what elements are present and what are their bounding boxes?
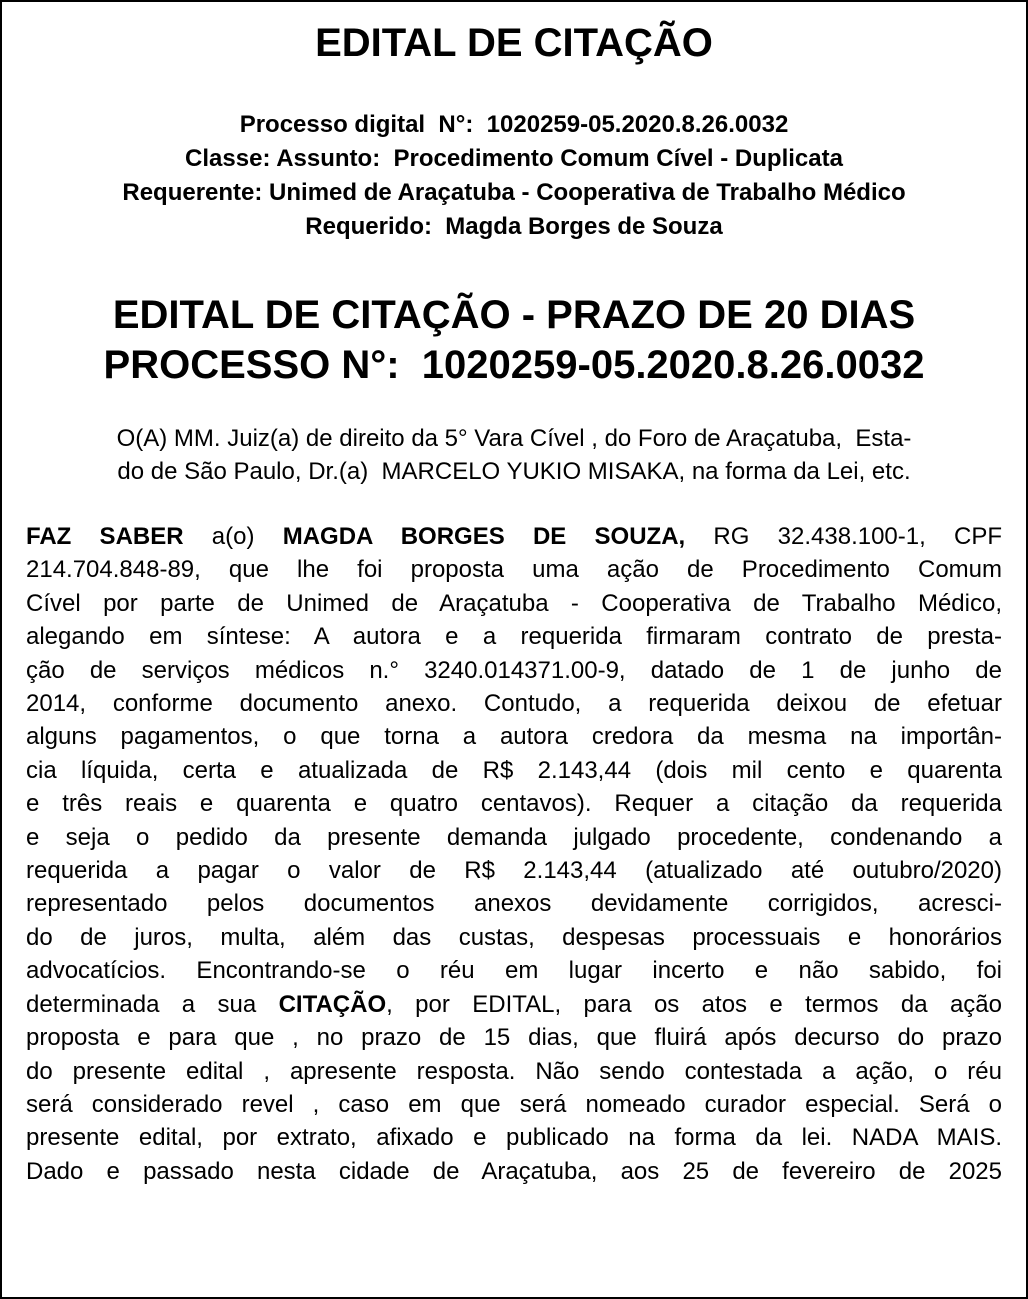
faz-saber-label: FAZ SABER — [26, 523, 184, 550]
body-line: advocatícios. Encontrando-se o réu em lugar incerto e não sabido, foi — [26, 957, 1002, 985]
process-number: Processo digital N°: 1020259-05.2020.8.26.0032 — [239, 111, 789, 138]
edital-subtitle — [26, 290, 1002, 390]
body-fragment: , por EDITAL, para os atos e termos da ação — [386, 990, 1002, 1018]
body-fragment: RG 32.438.100-1, CPF — [685, 523, 1003, 550]
judge-intro — [26, 422, 1002, 488]
body-line: do de juros, multa, além das custas, despesas processuais e honorários — [26, 923, 1002, 951]
body-line: alegando em síntese: A autora e a requerida firmaram contrato de presta- — [26, 623, 1002, 651]
subtitle-deadline: EDITAL DE CITAÇÃO - PRAZO DE 20 DIAS — [112, 293, 916, 337]
body-line: requerida a pagar o valor de R$ 2.143,44 (atualizado até outubro/2020) — [26, 857, 1002, 885]
body-line: presente edital, por extrato, afixado e publicado na forma da lei. NADA MAIS. — [26, 1124, 1002, 1152]
document-title: EDITAL DE CITAÇÃO — [315, 21, 713, 65]
subtitle-process: PROCESSO N°: 1020259-05.2020.8.26.0032 — [103, 343, 925, 387]
process-plaintiff: Requerente: Unimed de Araçatuba - Cooperativa de Trabalho Médico — [122, 179, 906, 206]
body-line: e seja o pedido da presente demanda julgado procedente, condenando a — [26, 823, 1002, 851]
process-header — [26, 108, 1002, 244]
body-line: ção de serviços médicos n.° 3240.014371.00-9, datado de 1 de junho de — [26, 656, 1002, 684]
body-line: alguns pagamentos, o que torna a autora credora da mesma na importân- — [26, 723, 1002, 751]
intro-line: do de São Paulo, Dr.(a) MARCELO YUKIO MISAKA, na forma da Lei, etc. — [117, 458, 911, 485]
edital-body — [26, 520, 1002, 1188]
body-line: e três reais e quarenta e quatro centavos). Requer a citação da requerida — [26, 790, 1002, 818]
body-line: 214.704.848-89, que lhe foi proposta uma ação de Procedimento Comum — [26, 556, 1002, 584]
body-line-dated: Dado e passado nesta cidade de Araçatuba, aos 25 de fevereiro de 2025 — [26, 1157, 1002, 1185]
process-defendant: Requerido: Magda Borges de Souza — [305, 213, 723, 240]
defendant-name: MAGDA BORGES DE SOUZA, — [282, 523, 686, 550]
citacao-label: CITAÇÃO — [278, 990, 387, 1018]
body-line: representado pelos documentos anexos devidamente corrigidos, acresci- — [26, 890, 1002, 918]
process-class: Classe: Assunto: Procedimento Comum Cível - Duplicata — [185, 145, 843, 172]
body-line: proposta e para que , no prazo de 15 dias, que fluirá após decurso do prazo — [26, 1024, 1002, 1052]
body-line — [26, 520, 1002, 553]
body-line: 2014, conforme documento anexo. Contudo, a requerida deixou de efetuar — [26, 690, 1002, 718]
body-line — [26, 988, 1002, 1021]
body-line: do presente edital , apresente resposta. Não sendo contestada a ação, o réu — [26, 1057, 1002, 1085]
intro-line: O(A) MM. Juiz(a) de direito da 5° Vara Cível , do Foro de Araçatuba, Esta- — [116, 425, 912, 452]
body-line: cia líquida, certa e atualizada de R$ 2.143,44 (dois mil cento e quarenta — [26, 756, 1002, 784]
body-fragment: a(o) — [183, 523, 283, 550]
body-line: será considerado revel , caso em que será nomeado curador especial. Será o — [26, 1090, 1002, 1118]
body-line: Cível por parte de Unimed de Araçatuba - Cooperativa de Trabalho Médico, — [26, 589, 1002, 617]
body-fragment: determinada a sua — [26, 990, 279, 1018]
